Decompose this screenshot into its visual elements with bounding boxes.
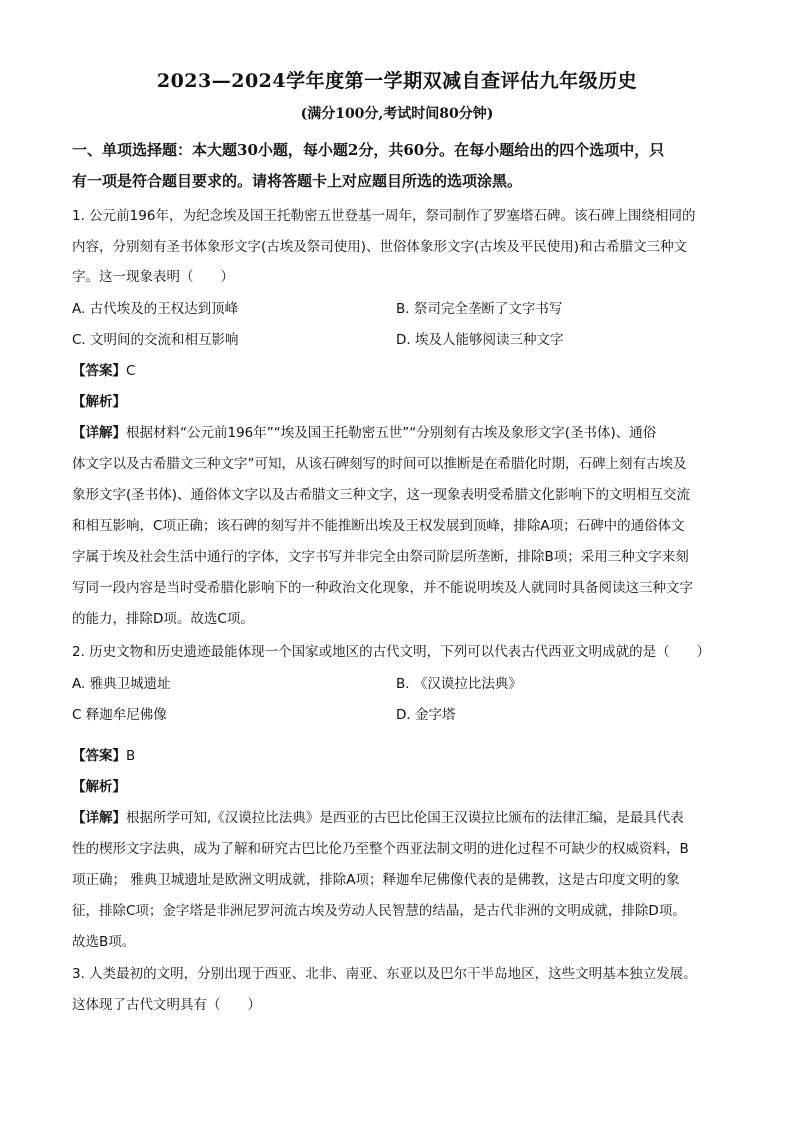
q1-answer bbox=[72, 359, 135, 379]
q2-answer-value: B bbox=[126, 748, 136, 764]
q2-detail-label: 【详解】 bbox=[72, 810, 126, 826]
q2-option-a: A. 雅典卫城遗址 bbox=[72, 676, 171, 692]
q2-detail-line-5: 故选B项。 bbox=[72, 934, 136, 950]
q1-detail-label: 【详解】 bbox=[72, 425, 126, 441]
q3-stem-line-2: 这体现了古代文明具有（ ） bbox=[72, 997, 261, 1013]
q2-analysis bbox=[72, 775, 126, 795]
page-title: 2023—2024学年度第一学期双减自查评估九年级历史 bbox=[156, 70, 638, 92]
section-heading-line-1: 一、单项选择题：本大题30小题，每小题2分，共60分。在每小题给出的四个选项中，只 bbox=[72, 141, 665, 159]
q1-answer-label: 【答案】 bbox=[72, 363, 126, 379]
q2-option-c: C 释迦牟尼佛像 bbox=[72, 707, 167, 723]
q2-answer bbox=[72, 744, 135, 764]
section-heading-line-2: 有一项是符合题目要求的。请将答题卡上对应题目所选的选项涂黑。 bbox=[72, 172, 523, 190]
q1-analysis bbox=[72, 390, 126, 410]
q2-option-b: B. 《汉谟拉比法典》 bbox=[396, 676, 522, 692]
q3-stem-line-1: 3. 人类最初的文明，分别出现于西亚、北非、南亚、东亚以及巴尔干半岛地区，这些文明基本独立发展。 bbox=[72, 966, 697, 982]
q1-analysis-label: 【解析】 bbox=[72, 394, 126, 410]
q2-detail-text-1: 根据所学可知,《汉谟拉比法典》是西亚的古巴比伦国王汉谟拉比颁布的法律汇编，是最具代表 bbox=[126, 810, 684, 826]
page-subtitle: (满分100分,考试时间80分钟) bbox=[300, 106, 494, 122]
q1-answer-value: C bbox=[126, 363, 136, 379]
q1-detail-line-3: 象形文字(圣书体)、通俗体文字以及古希腊文三种文字，这一现象表明受希腊文化影响下的文明相互交流 bbox=[72, 487, 691, 503]
q1-detail-line-2: 体文字以及古希腊文三种文字”可知，从该石碑刻写的时间可以推断是在希腊化时期，石碑上刻有古埃及 bbox=[72, 456, 687, 472]
q1-option-d: D. 埃及人能够阅读三种文字 bbox=[396, 332, 564, 348]
q2-answer-label: 【答案】 bbox=[72, 748, 126, 764]
q1-detail-line-6: 写同一段内容是当时受希腊化影响下的一种政治文化现象，并不能说明埃及人就同时具备阅读这三种文字 bbox=[72, 580, 693, 596]
q2-option-d: D. 金字塔 bbox=[396, 707, 456, 723]
q1-detail-line-1 bbox=[72, 421, 732, 441]
q2-detail-line-1 bbox=[72, 806, 732, 826]
q2-analysis-label: 【解析】 bbox=[72, 779, 126, 795]
q1-detail-text-1: 根据材料“公元前196年”“埃及国王托勒密五世”“分别刻有古埃及象形文字(圣书体)、通俗 bbox=[126, 425, 657, 441]
q1-stem-line-1: 1. 公元前196年，为纪念埃及国王托勒密五世登基一周年，祭司制作了罗塞塔石碑。该石碑上围绕相同的 bbox=[72, 208, 696, 224]
q2-detail-line-3: 项正确； 雅典卫城遗址是欧洲文明成就，排除A项；释迦牟尼佛像代表的是佛教，这是古印度文明的象 bbox=[72, 872, 680, 888]
q1-option-b: B. 祭司完全垄断了文字书写 bbox=[396, 301, 563, 317]
q1-stem-line-3: 字。这一现象表明（ ） bbox=[72, 269, 234, 285]
q1-option-c: C. 文明间的交流和相互影响 bbox=[72, 332, 239, 348]
q2-detail-line-2: 性的楔形文字法典，成为了解和研究古巴比伦乃至整个西亚法制文明的进化过程不可缺少的权威资料，B bbox=[72, 841, 689, 857]
q1-detail-line-7: 的能力，排除D项。故选C项。 bbox=[72, 611, 254, 627]
q2-stem-line-1: 2. 历史文物和历史遗迹最能体现一个国家或地区的古代文明，下列可以代表古代西亚文明成就的是（ ） bbox=[72, 644, 711, 660]
q2-detail-line-4: 征，排除C项；金字塔是非洲尼罗河流古埃及劳动人民智慧的结晶，是古代非洲的文明成就，排除D项。 bbox=[72, 903, 686, 919]
q1-option-a: A. 古代埃及的王权达到顶峰 bbox=[72, 301, 239, 317]
q1-detail-line-4: 和相互影响，C项正确；该石碑的刻写并不能推断出埃及王权发展到顶峰，排除A项；石碑中的通俗体文 bbox=[72, 518, 685, 534]
q1-stem-line-2: 内容，分别刻有圣书体象形文字(古埃及祭司使用)、世俗体象形文字(古埃及平民使用)和古希腊文三种文 bbox=[72, 239, 688, 255]
q1-detail-line-5: 字属于埃及社会生活中通行的字体，文字书写并非完全由祭司阶层所垄断，排除B项；采用三种文字来刻 bbox=[72, 549, 689, 565]
